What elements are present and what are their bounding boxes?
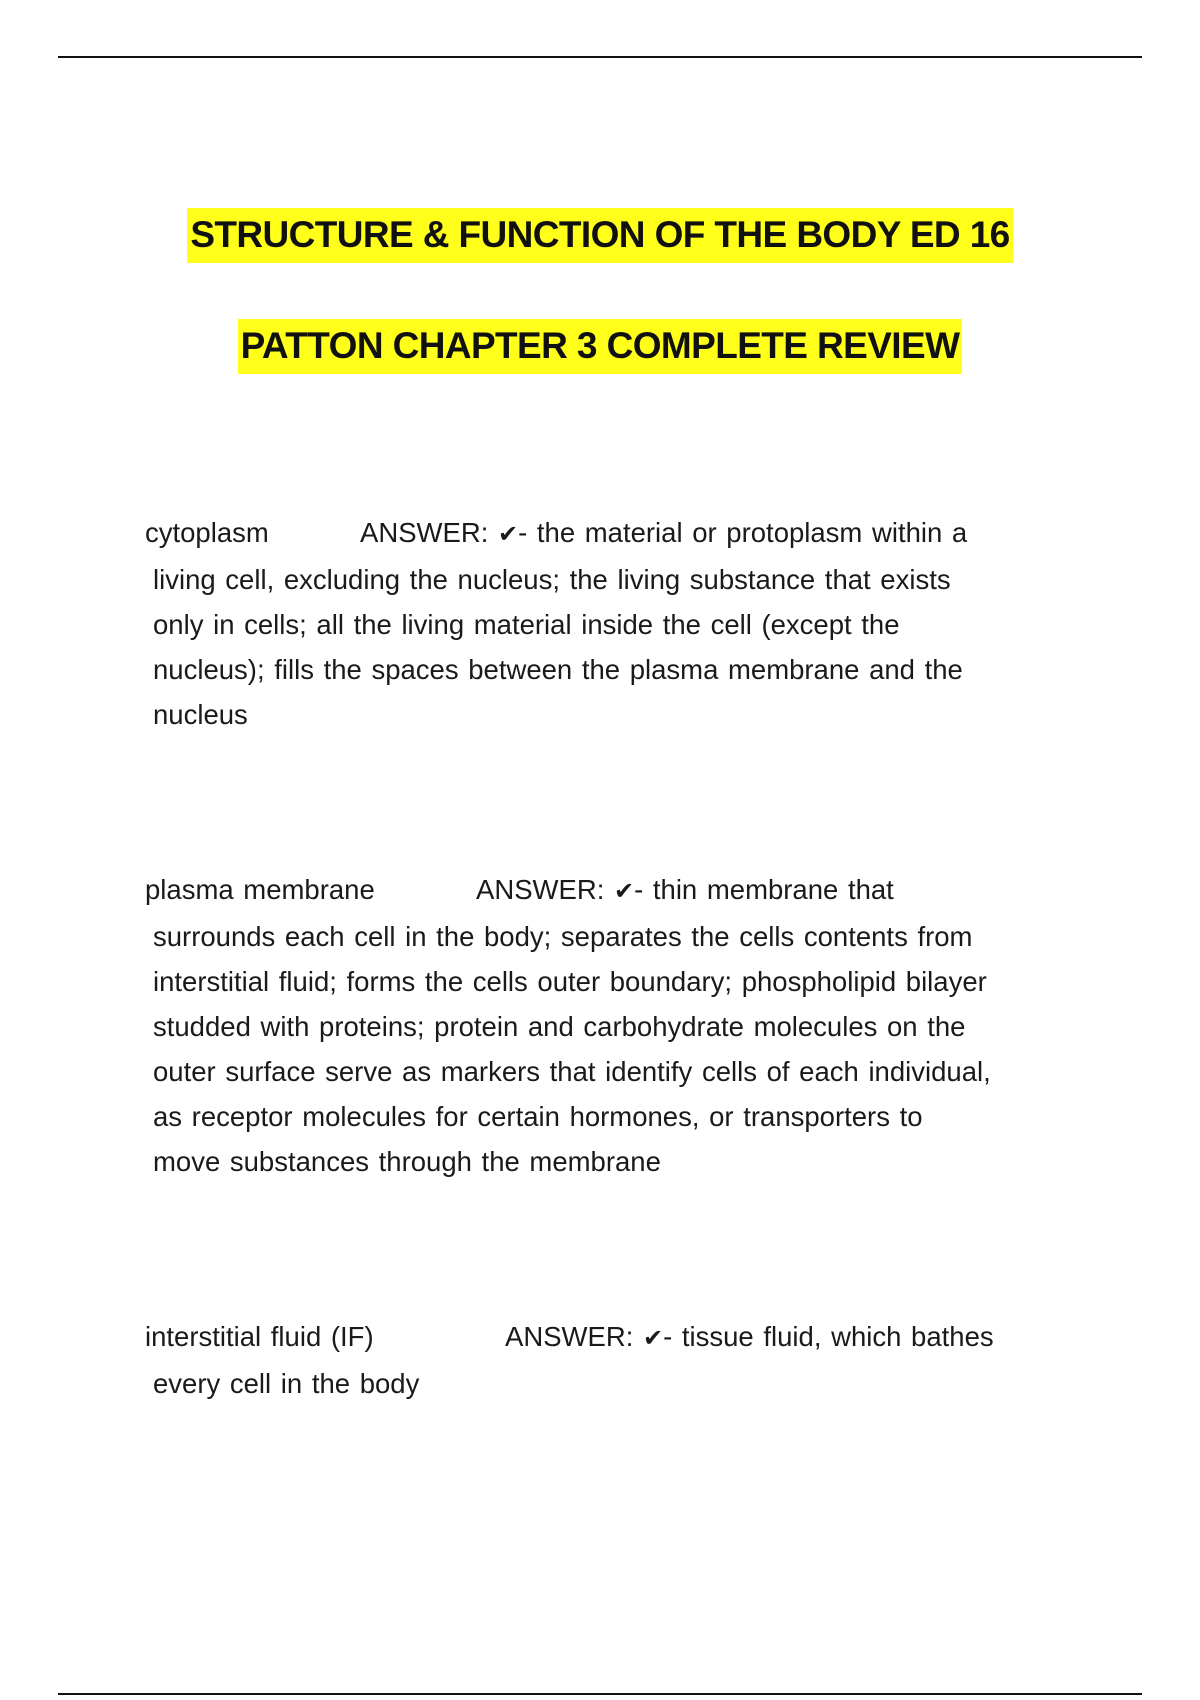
qa-answer-line: every cell in the body: [153, 1368, 420, 1399]
title-line-2-text: PATTON CHAPTER 3 COMPLETE REVIEW: [238, 319, 963, 374]
qa-answer-line: only in cells; all the living material inside the cell (except the: [153, 609, 900, 640]
qa-answer-line: studded with proteins; protein and carbohydrate molecules on the: [153, 1011, 966, 1042]
qa-answer-line: - the material or protoplasm within a: [518, 517, 968, 548]
qa-answer-line: nucleus); fills the spaces between the plasma membrane and the: [153, 654, 963, 685]
qa-term: plasma membrane: [145, 874, 375, 905]
qa-answer-line: - tissue fluid, which bathes: [663, 1321, 994, 1352]
document-title: [0, 208, 1200, 374]
qa-answer-line: surrounds each cell in the body; separates the cells contents from: [153, 921, 973, 952]
checkmark-icon: ✔: [497, 520, 519, 548]
qa-answer-line: living cell, excluding the nucleus; the living substance that exists: [153, 564, 951, 595]
qa-term: cytoplasm: [145, 517, 269, 548]
qa-first-line: [145, 867, 1095, 914]
answer-label: ANSWER:: [476, 874, 605, 905]
qa-first-line: [145, 510, 1095, 557]
qa-list: [145, 510, 1095, 1406]
qa-entry-cytoplasm: [145, 510, 1095, 737]
qa-answer-line: move substances through the membrane: [153, 1146, 661, 1177]
qa-term: interstitial fluid (IF): [145, 1321, 374, 1352]
title-line-1-text: STRUCTURE & FUNCTION OF THE BODY ED 16: [187, 208, 1012, 263]
title-line-2: [0, 319, 1200, 374]
top-rule: [58, 56, 1142, 58]
qa-answer-line: - thin membrane that: [634, 874, 894, 905]
qa-entry-interstitial-fluid: [145, 1314, 1095, 1406]
bottom-rule: [58, 1693, 1142, 1695]
checkmark-icon: ✔: [613, 877, 635, 905]
title-line-1: [0, 208, 1200, 263]
qa-answer-line: interstitial fluid; forms the cells outer boundary; phospholipid bilayer: [153, 966, 987, 997]
qa-entry-plasma-membrane: [145, 867, 1095, 1184]
qa-answer-line: nucleus: [153, 699, 248, 730]
answer-label: ANSWER:: [505, 1321, 634, 1352]
qa-answer-line: as receptor molecules for certain hormones, or transporters to: [153, 1101, 923, 1132]
qa-answer-line: outer surface serve as markers that identify cells of each individual,: [153, 1056, 991, 1087]
qa-first-line: [145, 1314, 1095, 1361]
checkmark-icon: ✔: [642, 1324, 664, 1352]
answer-label: ANSWER:: [360, 517, 489, 548]
